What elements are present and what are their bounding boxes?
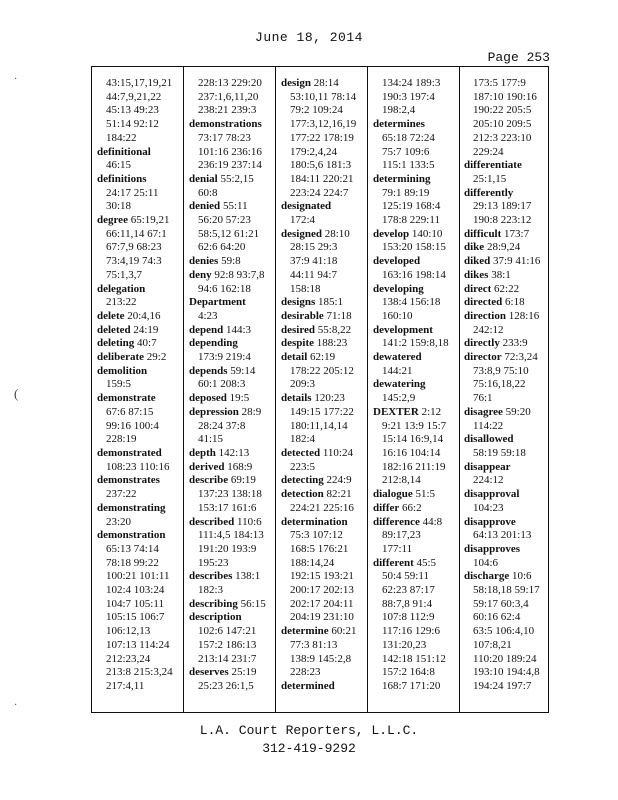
index-term: differently [464,186,514,199]
index-term: determined [281,679,335,692]
index-reference: 193:10 194:4,8 [473,666,540,679]
index-reference: 191:20 193:9 [198,542,257,555]
index-term: dewatered [373,351,422,364]
index-reference: 76:1 [473,392,493,405]
index-reference: 104:6 [473,556,499,569]
index-reference: 44:11 94:7 [290,268,337,281]
index-reference: 67:7,9 68:23 [106,241,162,254]
index-reference: 107:8 112:9 [382,611,435,624]
index-reference: 9:21 13:9 15:7 [382,419,447,432]
index-reference: 194:24 197:7 [473,679,532,692]
footer-phone: 312-419-9292 [262,741,356,756]
index-term: determine 60:21 [281,625,357,638]
index-term: direction 128:16 [464,309,540,322]
index-term: demonstrations [189,118,262,131]
index-reference: 101:16 236:16 [198,145,262,158]
index-term: described 110:6 [189,515,262,528]
index-column-1 [97,77,186,694]
index-term: deny 92:8 93:7,8 [189,268,265,281]
index-term: depend 144:3 [189,323,252,336]
index-term: detection 82:21 [281,488,352,501]
index-term: disapproval [464,488,520,501]
index-reference: 63:5 106:4,10 [473,625,535,638]
index-reference: 45:13 49:23 [106,104,159,117]
index-reference: 182:16 211:19 [382,460,446,473]
index-reference: 23:20 [106,515,132,528]
index-reference: 44:7,9,21,22 [106,90,162,103]
index-reference: 73:8,9 75:10 [473,364,529,377]
index-term: directly 233:9 [464,337,528,350]
index-term: determination [281,515,348,528]
index-reference: 75:1,3,7 [106,268,143,281]
index-reference: 75:16,18,22 [473,378,526,391]
index-reference: 58:5,12 61:21 [198,227,260,240]
index-reference: 58:18,18 59:17 [473,584,540,597]
index-reference: 228:13 229:20 [198,77,262,89]
index-reference: 134:24 189:3 [382,77,441,89]
index-reference: 102:4 103:24 [106,584,165,597]
index-reference: 158:18 [290,282,321,295]
index-reference: 157:2 164:8 [382,666,435,679]
index-reference: 111:4,5 184:13 [198,529,264,542]
index-term: dike 28:9,24 [464,241,521,254]
index-reference: 178:8 229:11 [382,214,440,227]
index-term: DEXTER 2:12 [373,405,442,418]
index-reference: 117:16 129:6 [382,625,440,638]
index-reference: 65:13 74:14 [106,542,159,555]
index-reference: 77:3 81:13 [290,638,338,651]
footer-company: L.A. Court Reporters, L.L.C. [199,723,419,738]
index-reference: 28:15 29:3 [290,241,338,254]
index-reference: 46:15 [106,159,132,172]
index-term: developed [373,255,421,268]
index-reference: 177:22 178:19 [290,131,354,144]
index-reference: 184:11 220:21 [290,172,354,185]
index-term: delegation [97,282,146,295]
index-reference: 153:17 161:6 [198,501,257,514]
index-reference: 73:4,19 74:3 [106,255,162,268]
index-reference: 180:5,6 181:3 [290,159,352,172]
index-reference: 142:18 151:12 [382,652,446,665]
index-reference: 212:8,14 [382,474,421,487]
index-term: direct 62:22 [464,282,520,295]
index-reference: 237:1,6,11,20 [198,90,259,103]
index-reference: 79:1 89:19 [382,186,430,199]
index-reference: 60:16 62:4 [473,611,521,624]
index-term: demonstrate [97,392,156,405]
index-reference: 212:23,24 [106,652,151,665]
index-reference: 131:20,23 [382,638,427,651]
index-term: development [373,323,433,336]
index-reference: 173:9 219:4 [198,351,251,364]
index-term: different 45:5 [373,556,437,569]
index-term: depending [189,337,238,350]
index-reference: 184:22 [106,131,137,144]
index-term: details 120:23 [281,392,345,405]
index-reference: 217:4,11 [106,679,145,692]
index-reference: 190:22 205:5 [473,104,532,117]
index-term: describe 69:19 [189,474,256,487]
index-reference: 137:23 138:18 [198,488,262,501]
scan-mark: ( [14,386,19,401]
index-term: design 28:14 [281,77,339,89]
index-reference: 67:6 87:15 [106,405,154,418]
index-reference: 107:8,21 [473,638,512,651]
index-reference: 160:10 [382,309,413,322]
index-reference: 43:15,17,19,21 [106,77,173,89]
index-reference: 177:3,12,16,19 [290,118,357,131]
index-column-5 [464,77,553,694]
index-term: denial 55:2,15 [189,172,254,185]
index-term: desirable 71:18 [281,309,352,322]
column-divider [91,67,92,712]
index-reference: 60:1 208:3 [198,378,246,391]
index-reference: 159:5 [106,378,132,391]
index-term: designed 28:10 [281,227,350,240]
index-reference: 107:13 114:24 [106,638,170,651]
index-reference: 4:23 [198,309,218,322]
index-reference: 237:22 [106,488,137,501]
index-reference: 238:21 239:3 [198,104,257,117]
index-term: delete 20:4,16 [97,309,161,322]
index-reference: 213:8 215:3,24 [106,666,173,679]
index-reference: 153:20 158:15 [382,241,446,254]
index-reference: 224:12 [473,474,504,487]
index-reference: 58:19 59:18 [473,446,526,459]
index-reference: 173:5 177:9 [473,77,526,89]
index-term: definitions [97,172,147,185]
index-reference: 172:4 [290,214,316,227]
index-reference: 223:5 [290,460,316,473]
index-reference: 182:4 [290,433,316,446]
index-reference: 104:23 [473,501,504,514]
index-term: demolition [97,364,148,377]
index-reference: 28:24 37:8 [198,419,246,432]
index-reference: 198:2,4 [382,104,416,117]
index-reference: 59:17 60:3,4 [473,597,529,610]
index-reference: 53:10,11 78:14 [290,90,357,103]
index-term: deleting 40:7 [97,337,157,350]
index-term: despite 188:23 [281,337,348,350]
index-reference: 114:22 [473,419,504,432]
index-term: deliberate 29:2 [97,351,167,364]
index-term: Department [189,296,246,309]
index-reference: 37:9 41:18 [290,255,338,268]
index-reference: 94:6 162:18 [198,282,251,295]
index-reference: 15:14 16:9,14 [382,433,444,446]
index-term: differ 66:2 [373,501,422,514]
index-term: difficult 173:7 [464,227,530,240]
index-term: deposed 19:5 [189,392,250,405]
index-term: disappear [464,460,511,473]
index-reference: 30:18 [106,200,132,213]
index-term: desired 55:8,22 [281,323,352,336]
index-reference: 212:3 223:10 [473,131,532,144]
index-term: disapproves [464,542,521,555]
index-reference: 182:3 [198,584,224,597]
index-reference: 242:12 [473,323,504,336]
index-reference: 62:23 87:17 [382,584,435,597]
index-term: demonstrating [97,501,166,514]
index-term: depression 28:9 [189,405,262,418]
index-reference: 125:19 168:4 [382,200,441,213]
index-reference: 66:11,14 67:1 [106,227,167,240]
index-reference: 100:21 101:11 [106,570,170,583]
index-reference: 202:17 204:11 [290,597,354,610]
index-reference: 236:19 237:14 [198,159,262,172]
scan-mark: · [14,74,18,85]
index-term: director 72:3,24 [464,351,538,364]
index-reference: 190:3 197:4 [382,90,435,103]
index-term: disagree 59:20 [464,405,531,418]
index-reference: 29:13 189:17 [473,200,532,213]
index-term: describing 56:15 [189,597,266,610]
index-reference: 105:15 106:7 [106,611,165,624]
index-reference: 213:14 231:7 [198,652,257,665]
index-term: diked 37:9 41:16 [464,255,541,268]
index-term: deleted 24:19 [97,323,159,336]
index-term: derived 168:9 [189,460,253,473]
index-reference: 228:23 [290,666,321,679]
index-reference: 62:6 64:20 [198,241,246,254]
index-reference: 144:21 [382,364,413,377]
index-term: depends 59:14 [189,364,256,377]
index-reference: 157:2 186:13 [198,638,257,651]
index-reference: 138:9 145:2,8 [290,652,352,665]
index-reference: 79:2 109:24 [290,104,343,117]
index-reference: 168:5 176:21 [290,542,349,555]
index-term: disapprove [464,515,516,528]
index-reference: 73:17 78:23 [198,131,251,144]
index-reference: 25:23 26:1,5 [198,679,254,692]
index-term: designs 185:1 [281,296,344,309]
index-reference: 168:7 171:20 [382,679,441,692]
index-term: detecting 224:9 [281,474,352,487]
index-reference: 190:8 223:12 [473,214,532,227]
index-reference: 75:3 107:12 [290,529,343,542]
index-term: determines [373,118,425,131]
index-term: describes 138:1 [189,570,261,583]
index-term: developing [373,282,424,295]
index-term: discharge 10:6 [464,570,532,583]
index-term: demonstrated [97,446,162,459]
index-reference: 78:18 99:22 [106,556,159,569]
index-reference: 204:19 231:10 [290,611,354,624]
index-reference: 213:22 [106,296,137,309]
index-reference: 223:24 224:7 [290,186,349,199]
index-term: demonstrates [97,474,160,487]
index-reference: 149:15 177:22 [290,405,354,418]
index-reference: 141:2 159:8,18 [382,337,449,350]
index-term: dikes 38:1 [464,268,511,281]
index-reference: 108:23 110:16 [106,460,170,473]
index-reference: 16:16 104:14 [382,446,441,459]
index-reference: 99:16 100:4 [106,419,159,432]
index-reference: 106:12,13 [106,625,151,638]
index-reference: 188:14,24 [290,556,335,569]
index-reference: 195:23 [198,556,229,569]
index-reference: 178:22 205:12 [290,364,354,377]
index-reference: 177:11 [382,542,413,555]
index-term: disallowed [464,433,514,446]
index-term: develop 140:10 [373,227,443,240]
index-reference: 51:14 92:12 [106,118,159,131]
page-number: Page 253 [487,50,550,65]
index-term: demonstration [97,529,166,542]
index-term: determining [373,172,431,185]
index-term: differentiate [464,159,522,172]
index-reference: 24:17 25:11 [106,186,159,199]
index-reference: 209:3 [290,378,316,391]
index-term: designated [281,200,332,213]
index-reference: 104:7 105:11 [106,597,164,610]
index-term: description [189,611,242,624]
index-reference: 224:21 225:16 [290,501,354,514]
index-term: directed 6:18 [464,296,525,309]
index-term: difference 44:8 [373,515,443,528]
index-reference: 200:17 202:13 [290,584,354,597]
index-term: detected 110:24 [281,446,353,459]
index-reference: 102:6 147:21 [198,625,257,638]
index-reference: 205:10 209:5 [473,118,532,131]
index-reference: 192:15 193:21 [290,570,354,583]
index-reference: 25:1,15 [473,172,507,185]
index-reference: 50:4 59:11 [382,570,429,583]
index-term: denied 55:11 [189,200,248,213]
index-term: depth 142:13 [189,446,250,459]
index-reference: 56:20 57:23 [198,214,251,227]
index-reference: 145:2,9 [382,392,416,405]
index-frame [91,66,549,713]
index-term: detail 62:19 [281,351,336,364]
index-reference: 64:13 201:13 [473,529,532,542]
index-reference: 180:11,14,14 [290,419,348,432]
index-reference: 179:2,4,24 [290,145,338,158]
index-reference: 89:17,23 [382,529,421,542]
index-reference: 138:4 156:18 [382,296,441,309]
index-reference: 228:19 [106,433,137,446]
index-term: deserves 25:19 [189,666,257,679]
index-reference: 88:7,8 91:4 [382,597,433,610]
index-column-4 [373,77,462,694]
index-reference: 163:16 198:14 [382,268,446,281]
index-term: definitional [97,145,151,158]
index-column-2 [189,77,278,694]
index-reference: 65:18 72:24 [382,131,435,144]
index-term: denies 59:8 [189,255,241,268]
index-column-3 [281,77,370,694]
page-date: June 18, 2014 [255,30,363,45]
index-reference: 75:7 109:6 [382,145,430,158]
index-reference: 229:24 [473,145,504,158]
index-reference: 110:20 189:24 [473,652,537,665]
index-term: degree 65:19,21 [97,214,170,227]
index-reference: 60:8 [198,186,218,199]
index-reference: 115:1 133:5 [382,159,435,172]
index-term: dewatering [373,378,426,391]
index-reference: 41:15 [198,433,224,446]
index-term: dialogue 51:5 [373,488,436,501]
index-reference: 187:10 190:16 [473,90,537,103]
scan-mark: · [14,700,18,711]
